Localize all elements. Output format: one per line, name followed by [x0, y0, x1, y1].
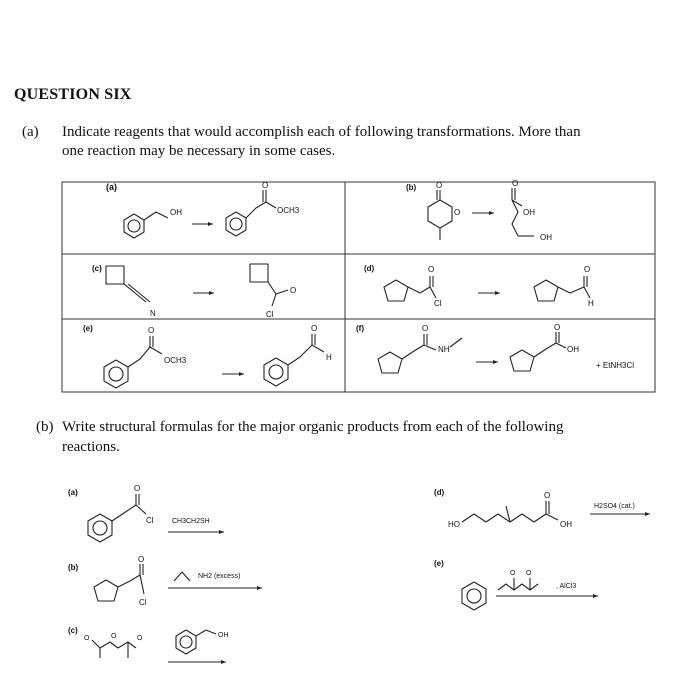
cell-c-label: (c) [92, 264, 102, 273]
part-b-instruction-line1: Write structural formulas for the major organic products from each of the following [62, 419, 564, 435]
b-reaction-c [84, 630, 229, 662]
atom-o: O [111, 633, 117, 640]
atom-cl: Cl [266, 310, 274, 319]
atom-o: O [84, 635, 90, 642]
atom-och3: OCH3 [277, 206, 300, 215]
atom-o: O [512, 179, 519, 188]
atom-o: O [454, 208, 461, 217]
cell-f-label: (f) [356, 324, 364, 333]
transformations-table [62, 182, 655, 392]
atom-o: O [311, 324, 318, 333]
atom-oh: OH [567, 345, 579, 354]
b-cell-a-label: (a) [68, 488, 78, 497]
atom-oh: OH [523, 208, 535, 217]
atom-o: O [428, 265, 435, 274]
b-reaction-d [448, 491, 650, 529]
atom-o: O [584, 265, 591, 274]
cell-a-reaction [124, 181, 300, 238]
b-cell-c-label: (c) [68, 626, 78, 635]
atom-oh: OH [170, 208, 182, 217]
reagent-aluminum-chloride: , AlCl3 [556, 583, 577, 590]
atom-cl: Cl [139, 598, 147, 607]
reagent-ethanethiol: CH3CH2SH [172, 518, 210, 525]
atom-o: O [138, 555, 145, 564]
cell-a-label: (a) [106, 182, 117, 192]
atom-o: O [554, 323, 561, 332]
b-cell-d-label: (d) [434, 488, 445, 497]
atom-h: H [326, 353, 332, 362]
atom-ho: HO [448, 520, 460, 529]
part-a-instruction-line1: Indicate reagents that would accomplish each of following transformations. More than [62, 124, 581, 140]
question-title: QUESTION SIX [14, 86, 132, 103]
atom-o: O [137, 635, 143, 642]
b-reaction-b [94, 555, 262, 607]
atom-och3: OCH3 [164, 356, 187, 365]
atom-cl: Cl [146, 516, 154, 525]
part-a-instruction-line2: one reaction may be necessary in some cases. [62, 143, 336, 159]
atom-o: O [510, 570, 516, 577]
atom-o: O [290, 286, 297, 295]
cell-d-label: (d) [364, 264, 375, 273]
atom-nh: NH [438, 345, 450, 354]
part-a-label: (a) [22, 124, 39, 140]
cell-e-reaction [104, 324, 332, 388]
atom-o: O [262, 181, 269, 190]
atom-oh: OH [218, 632, 229, 639]
reagent-ethylammonium-chloride: + EtNH3Cl [596, 361, 635, 370]
b-reaction-e [462, 570, 598, 610]
atom-o: O [134, 484, 141, 493]
part-b-label: (b) [36, 419, 54, 435]
reagent-amine: NH2 (excess) [198, 573, 241, 580]
atom-o: O [148, 326, 155, 335]
reagent-sulfuric-acid: H2SO4 (cat.) [594, 503, 635, 510]
atom-o: O [544, 491, 551, 500]
atom-cl: Cl [434, 299, 442, 308]
cell-f-reaction [378, 323, 634, 373]
atom-o: O [436, 181, 443, 190]
atom-oh: OH [560, 520, 572, 529]
b-cell-b-label: (b) [68, 563, 79, 572]
cell-d-reaction [384, 265, 594, 308]
cell-b-label: (b) [406, 183, 417, 192]
atom-n: N [150, 309, 156, 318]
part-b-instruction-line2: reactions. [62, 439, 120, 455]
atom-o: O [526, 570, 532, 577]
b-reaction-a [88, 484, 224, 542]
atom-h: H [588, 299, 594, 308]
atom-o: O [422, 324, 429, 333]
b-cell-e-label: (e) [434, 559, 444, 568]
cell-c-reaction [106, 264, 296, 319]
atom-oh: OH [540, 233, 552, 242]
cell-e-label: (e) [83, 324, 93, 333]
cell-b-reaction [428, 179, 552, 242]
